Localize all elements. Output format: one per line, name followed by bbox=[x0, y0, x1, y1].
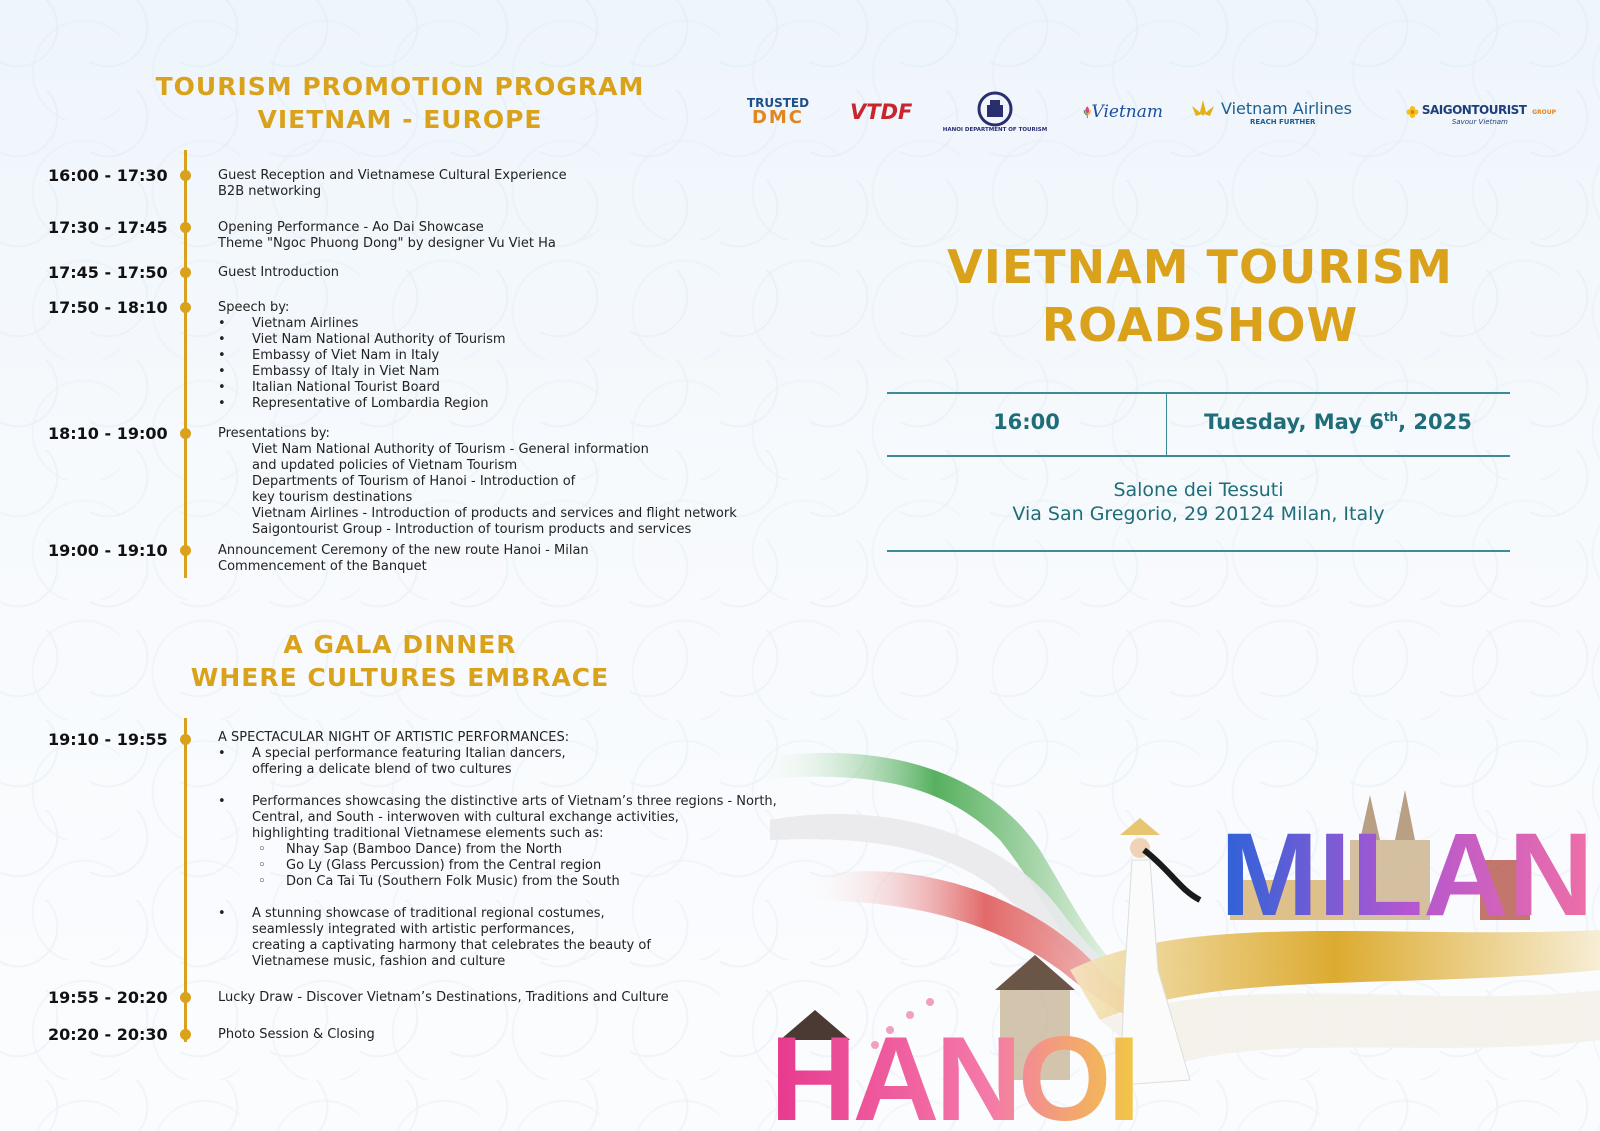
sponsor-logos bbox=[738, 88, 1558, 138]
item-text: Saigontourist Group - Introduction of tourism products and services bbox=[252, 522, 692, 537]
saigontourist-logo: SAIGONTOURIST GROUP Savour Vietnam bbox=[1406, 88, 1556, 136]
item-time: 16:00 - 17:30 bbox=[48, 166, 168, 185]
gala-title-line1: A GALA DINNER bbox=[283, 630, 517, 659]
divider-line bbox=[887, 455, 1510, 457]
item-time: 17:30 - 17:45 bbox=[48, 218, 168, 237]
item-text: Guest Introduction bbox=[218, 265, 340, 280]
item-text: Theme "Ngoc Phuong Dong" by designer Vu Viet Ha bbox=[218, 236, 556, 251]
divider-line bbox=[887, 392, 1510, 394]
item-text: Lucky Draw - Discover Vietnam’s Destinations, Traditions and Culture bbox=[218, 990, 669, 1005]
bullet-item: • Vietnam Airlines bbox=[218, 316, 778, 332]
item-text: Vietnam Airlines - Introduction of products and services and flight network bbox=[252, 506, 737, 521]
bullet-item: • Embassy of Viet Nam in Italy bbox=[218, 348, 778, 364]
program-title bbox=[90, 70, 710, 136]
item-text: Opening Performance - Ao Dai Showcase bbox=[218, 220, 484, 235]
event-date: Tuesday, May 6th, 2025 bbox=[1204, 410, 1472, 434]
bullet-item: • Viet Nam National Authority of Tourism bbox=[218, 332, 778, 348]
bullet-item: • Embassy of Italy in Viet Nam bbox=[218, 364, 778, 380]
item-text: key tourism destinations bbox=[252, 490, 413, 505]
item-text: offering a delicate blend of two cultures bbox=[252, 762, 512, 777]
program-title-line2: VIETNAM - EUROPE bbox=[257, 105, 543, 134]
flower-icon bbox=[1406, 98, 1419, 126]
item-time: 20:20 - 20:30 bbox=[48, 1025, 168, 1044]
milan-text: MILAN bbox=[1220, 809, 1594, 941]
gala-title-line2: WHERE CULTURES EMBRACE bbox=[190, 663, 610, 692]
bullet-item: • A special performance featuring Italian dancers, bbox=[218, 746, 778, 762]
item-text: Departments of Tourism of Hanoi - Introduction of bbox=[252, 474, 576, 489]
vtdf-logo: VTDF bbox=[850, 100, 913, 124]
venue-name: Salone dei Tessuti bbox=[1113, 479, 1284, 501]
item-text: Viet Nam National Authority of Tourism - General information bbox=[252, 442, 649, 457]
bullet-item: • Italian National Tourist Board bbox=[218, 380, 778, 396]
sub-bullet-item: ◦ Nhay Sap (Bamboo Dance) from the North bbox=[218, 842, 778, 858]
event-time: 16:00 bbox=[993, 410, 1060, 434]
vietnam-tourism-logo: Vietnam bbox=[1083, 88, 1163, 136]
bullet-item: • A stunning showcase of traditional regional costumes, bbox=[218, 906, 778, 922]
lotus-icon bbox=[1188, 98, 1218, 118]
timeline-dot bbox=[180, 170, 191, 181]
item-text: and updated policies of Vietnam Tourism bbox=[252, 458, 518, 473]
event-title-line2: ROADSHOW bbox=[1041, 298, 1359, 352]
hanoi-tourism-logo: HANOI DEPARTMENT OF TOURISM bbox=[940, 88, 1050, 136]
hanoi-emblem-icon bbox=[977, 91, 1013, 127]
item-text: B2B networking bbox=[218, 184, 322, 199]
timeline-dot bbox=[180, 992, 191, 1003]
sub-bullet-item: ◦ Go Ly (Glass Percussion) from the Central region bbox=[218, 858, 778, 874]
item-text: Central, and South - interwoven with cultural exchange activities, bbox=[252, 810, 679, 825]
item-text: Photo Session & Closing bbox=[218, 1027, 375, 1042]
venue-address: Via San Gregorio, 29 20124 Milan, Italy bbox=[1012, 503, 1385, 525]
item-text: seamlessly integrated with artistic performances, bbox=[252, 922, 575, 937]
item-intro: A SPECTACULAR NIGHT OF ARTISTIC PERFORMANCES: bbox=[218, 730, 570, 745]
item-text: creating a captivating harmony that celebrates the beauty of bbox=[252, 938, 651, 953]
sub-bullet-item: ◦ Don Ca Tai Tu (Southern Folk Music) from the South bbox=[218, 874, 778, 890]
timeline-dot bbox=[180, 1029, 191, 1040]
bullet-item: • Performances showcasing the distinctive arts of Vietnam’s three regions - North, bbox=[218, 794, 778, 810]
item-time: 17:50 - 18:10 bbox=[48, 298, 168, 317]
item-text: Commencement of the Banquet bbox=[218, 559, 427, 574]
event-title-line1: VIETNAM TOURISM bbox=[947, 240, 1453, 294]
item-time: 17:45 - 17:50 bbox=[48, 263, 168, 282]
vietnam-airlines-logo: Vietnam Airlines REACH FURTHER bbox=[1188, 88, 1368, 136]
item-intro: Presentations by: bbox=[218, 426, 330, 441]
gala-title bbox=[90, 628, 710, 694]
item-time: 19:55 - 20:20 bbox=[48, 988, 168, 1007]
event-title bbox=[880, 238, 1520, 354]
timeline-dot bbox=[180, 428, 191, 439]
program-timeline bbox=[184, 150, 187, 578]
item-time: 18:10 - 19:00 bbox=[48, 424, 168, 443]
item-intro: Speech by: bbox=[218, 300, 290, 315]
item-time: 19:10 - 19:55 bbox=[48, 730, 168, 749]
timeline-dot bbox=[180, 267, 191, 278]
item-text: highlighting traditional Vietnamese elements such as: bbox=[252, 826, 604, 841]
item-text: Vietnamese music, fashion and culture bbox=[252, 954, 506, 969]
timeline-dot bbox=[180, 545, 191, 556]
item-text: Announcement Ceremony of the new route Hanoi - Milan bbox=[218, 543, 589, 558]
trusted-dmc-logo: TRUSTED DMC bbox=[746, 96, 810, 128]
bullet-item: • Representative of Lombardia Region bbox=[218, 396, 778, 412]
timeline-dot bbox=[180, 302, 191, 313]
hanoi-text: HANOI bbox=[770, 1012, 1137, 1131]
timeline-dot bbox=[180, 734, 191, 745]
item-time: 19:00 - 19:10 bbox=[48, 541, 168, 560]
divider-line bbox=[887, 550, 1510, 552]
timeline-dot bbox=[180, 222, 191, 233]
program-title-line1: TOURISM PROMOTION PROGRAM bbox=[155, 72, 645, 101]
item-text: Guest Reception and Vietnamese Cultural Experience bbox=[218, 168, 567, 183]
milan-hanoi-artwork bbox=[740, 740, 1600, 1131]
lotus-icon bbox=[1083, 95, 1091, 129]
